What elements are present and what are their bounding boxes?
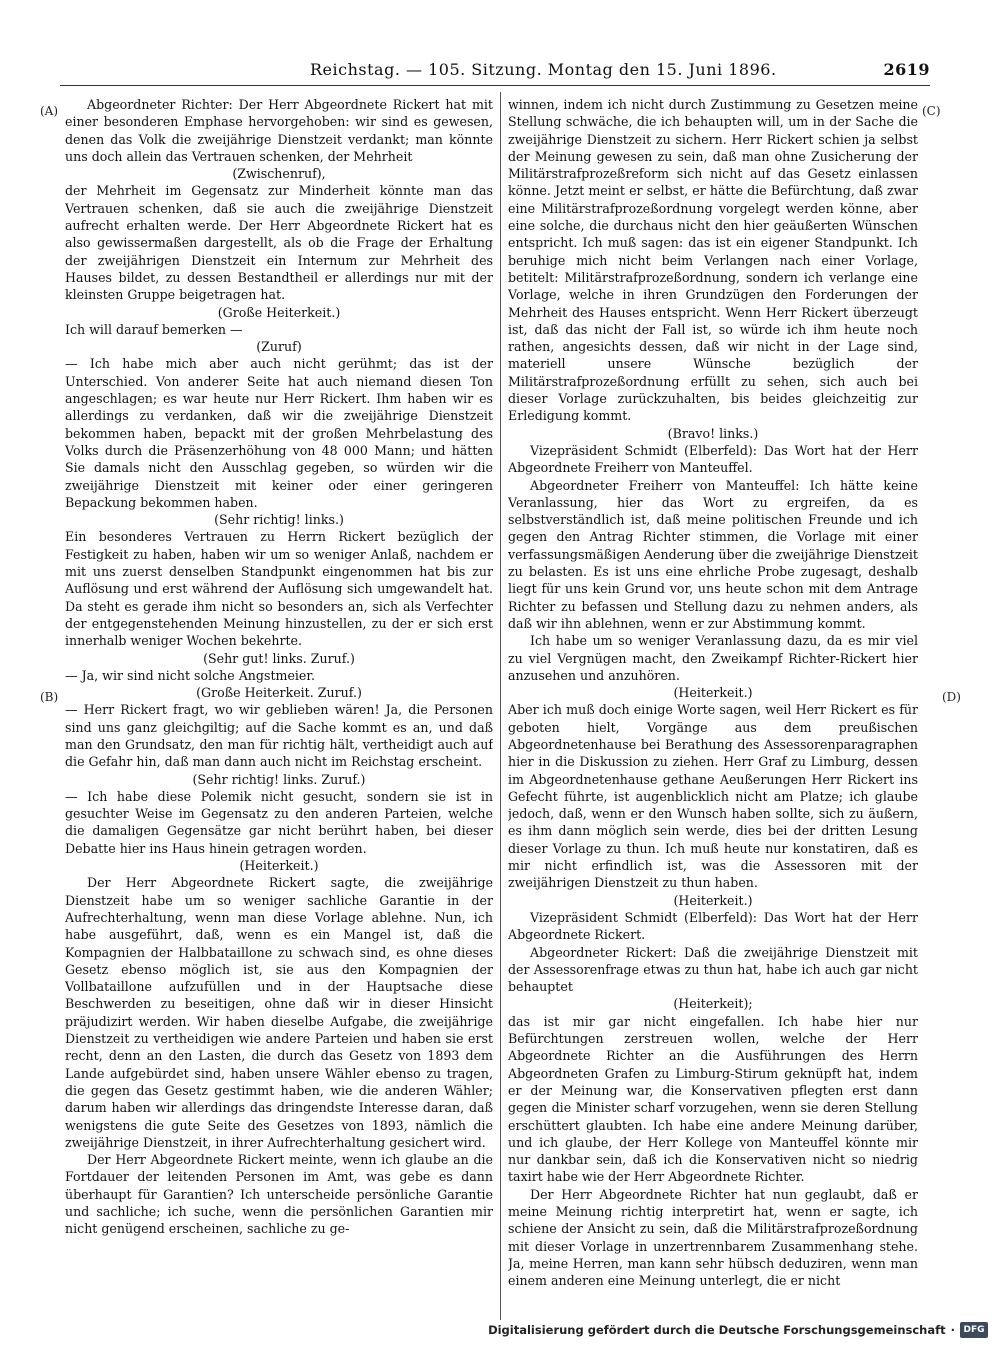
right-column: [508, 96, 918, 1318]
paragraph: Ich will darauf bemerken —: [65, 321, 243, 337]
interjection: (Große Heiterkeit. Zuruf.): [196, 685, 362, 701]
paragraph: Vizepräsident Schmidt (Elberfeld): Das Wort hat der Herr Abgeordnete Rickert.: [508, 909, 918, 943]
page-number: 2619: [883, 60, 930, 79]
footer-text: Digitalisierung gefördert durch die Deutsche Forschungsgemeinschaft: [488, 1323, 946, 1337]
dfg-logo: DFG: [960, 1322, 988, 1338]
interjection: (Zuruf): [256, 339, 302, 355]
paragraph: Ein besonderes Vertrauen zu Herrn Rickert bezüglich der Festigkeit zu haben, haben wir um so weniger Anlaß, nachdem er mit uns zuerst denselben Standpunkt eingenommen hat bis zur Auflösung und erst während der Auflösung sich umgewandelt hat. Da steht es gerade ihm nicht so besonders an, sich als Verfechter der entgegenstehenden Meinung hinzustellen, zu der er sich erst innerhalb weniger Wochen bekehrte.: [65, 529, 493, 649]
header-title: Reichstag. — 105. Sitzung. Montag den 15. Juni 1896.: [310, 60, 777, 79]
paragraph: Der Herr Abgeordnete Rickert sagte, die zweijährige Dienstzeit habe um so weniger sachliche Garantie in der Aufrechterhaltung, wenn man diese Vorlage ablehne. Nun, ich habe ausgeführt, daß, wenn es ein Mangel ist, daß die Kompagnien der Halbbataillone zu schwach sind, es ohne dieses Gesetz ebenso möglich ist, sie aus den Kompagnien der Vollbataillone aufzufüllen und in der Hauptsache diese Beschwerden zu beseitigen, ohne daß wir in dieser Hinsicht präjudizirt werden. Wir haben dieselbe Aufgabe, die zweijährige Dienstzeit zu vertheidigen wie andere Parteien und haben sie erst recht, denn an den Lasten, die durch das Gesetz von 1893 dem Lande aufgebürdet sind, haben unsere Wähler ebenso zu tragen, die gegen das Gesetz gestimmt haben, wie die anderen Wähler; darum haben wir allerdings das dringendste Interesse daran, daß wenigstens die gute Seite des Gesetzes von 1893, nämlich die zweijährige Dienstzeit, in ihrer Aufrechterhaltung gesichert wird.: [65, 875, 493, 1150]
interjection: (Zwischenruf),: [232, 166, 326, 182]
header-rule: [60, 85, 930, 86]
paragraph: — Herr Rickert fragt, wo wir geblieben wären! Ja, die Personen sind uns ganz gleichgiltig; auf die Sache kommt es an, und daß man den Grundsatz, den man für richtig hält, vertheidigt auch auf die Gefahr hin, daß man dann auch nicht im Reichstag erscheint.: [65, 702, 493, 770]
margin-mark-a: (A): [40, 104, 59, 118]
margin-mark-b: (B): [40, 690, 59, 704]
paragraph: Abgeordneter Freiherr von Manteuffel: Ich hätte keine Veranlassung, hier das Wort zu ergreifen, da es selbstverständlich ist, daß meine politischen Freunde und ich gegen den Antrag Richter stimmen, die Vorlage mit einer verfassungsmäßigen Aenderung über die zweijährige Dienstzeit zu belasten. Es ist uns eine ehrliche Probe zugesagt, deshalb liegt für uns kein Grund vor, uns heute schon mit dem Antrage Richter zu befassen und Stellung dazu zu nehmen anders, als daß wir ihn ablehnen, wenn er zur Abstimmung kommt.: [508, 477, 918, 631]
left-column: [65, 96, 493, 1318]
interjection: (Sehr richtig! links.): [214, 512, 344, 528]
interjection: (Sehr richtig! links. Zuruf.): [192, 771, 366, 787]
margin-mark-d: (D): [942, 690, 961, 704]
interjection: (Heiterkeit);: [673, 996, 753, 1012]
paragraph: — Ich habe diese Polemik nicht gesucht, sondern sie ist in gesuchter Weise im Gegensatz zu den anderen Parteien, welche die damaligen Gegensätze gar nicht berührt haben, bei dieser Debatte hier ins Haus hinein getragen worden.: [65, 788, 493, 856]
paragraph: das ist mir gar nicht eingefallen. Ich habe hier nur Befürchtungen zerstreuen wollen, welche der Herr Abgeordnete Richter an die Ausführungen des Herrn Abgeordneten Grafen zu Limburg-Stirum geknüpft hat, indem er der Meinung war, die Konservativen pflegten erst dann gegen die Minister scharf vorzugehen, wenn sie deren Stellung erschüttert glaubten. Ich habe eine andere Meinung darüber, und ich glaube, der Herr Kollege von Manteuffel könnte mir nur dankbar sein, daß ich die Konservativen nicht so niedrig taxirt habe wie der Herr Abgeordnete Richter.: [508, 1013, 918, 1185]
paragraph: Abgeordneter Rickert: Daß die zweijährige Dienstzeit mit der Assessorenfrage etwas zu thun hat, habe ich auch gar nicht behauptet: [508, 944, 918, 995]
paragraph: Abgeordneter Richter: Der Herr Abgeordnete Rickert hat mit einer besonderen Emphase hervorgehoben: wir sind es gewesen, denen das Volk die zweijährige Dienstzeit verdankt; man könnte uns doch allein das Vertrauen schenken, der Mehrheit: [65, 97, 493, 164]
paragraph: Aber ich muß doch einige Worte sagen, weil Herr Rickert es für geboten hielt, Vorgänge aus dem preußischen Abgeordnetenhause bei Berathung des Assessorenparagraphen hier in die Diskussion zu ziehen. Herr Graf zu Limburg, dessen im Abgeordnetenhause gethane Aeußerungen Herr Rickert ins Gefecht führte, ist augenblicklich nicht am Platze; ich glaube jedoch, daß, wenn er den Wunsch haben sollte, sich zu äußern, es ihm dann möglich sein werde, dies bei der dritten Lesung dieser Vorlage zu thun. Ich muß heute nur konstatiren, daß es mir nicht erfindlich ist, was die Assessoren mit der zweijährigen Dienstzeit zu thun haben.: [508, 702, 918, 891]
footer-separator: ·: [950, 1323, 955, 1337]
paragraph: Der Herr Abgeordnete Rickert meinte, wenn ich glaube an die Fortdauer der leitenden Personen im Amt, was gebe es dann überhaupt für Garantien? Ich unterscheide persönliche Garantie und sachliche; ich suche, wenn die persönlichen Garantien mir nicht genügend erscheinen, sachliche zu ge-: [65, 1152, 493, 1237]
margin-mark-c: (C): [922, 104, 941, 118]
paragraph: — Ich habe mich aber auch nicht gerühmt; das ist der Unterschied. Von anderer Seite hat auch niemand diesen Ton angeschlagen; es war heute nur Herr Rickert. Ihm haben wir es allerdings zu verdanken, daß wir die zweijährige Dienstzeit bekommen haben, bepackt mit der großen Mehrbelastung des Volks durch die Präsenzerhöhung von 48 000 Mann; und hätten Sie damals nicht den Ausschlag gegeben, so würden wir die zweijährige Dienstzeit mit keiner oder einer geringeren Bepackung bekommen haben.: [65, 356, 493, 510]
running-header: [60, 58, 930, 82]
interjection: (Heiterkeit.): [673, 685, 753, 701]
interjection: (Große Heiterkeit.): [217, 304, 341, 320]
column-divider: [500, 92, 501, 1320]
interjection: (Bravo! links.): [667, 425, 759, 441]
interjection: (Heiterkeit.): [239, 858, 319, 874]
paragraph: der Mehrheit im Gegensatz zur Minderheit könnte man das Vertrauen schenken, daß sie auch die zweijährige Dienstzeit aufrecht erhalten werde. Der Herr Abgeordnete Rickert hat es also gewissermaßen dargestellt, als ob die Frage der Erhaltung der zweijährigen Dienstzeit ein Internum zur Mehrheit des Hauses bildet, zu dessen Bestandtheil er allerdings nur mit der kleinsten Gruppe beigetragen hat.: [65, 183, 493, 303]
interjection: (Sehr gut! links. Zuruf.): [203, 650, 355, 666]
paragraph: Der Herr Abgeordnete Richter hat nun geglaubt, daß er meine Meinung richtig interpretirt hat, wenn er sagte, ich schiene der Ansicht zu sein, daß die Militärstrafprozeßordnung mit dieser Vorlage in unzertrennbarem Zusammenhang stehe. Ja, meine Herren, man kann sehr hübsch deduziren, wenn man einem anderen eine Meinung unterlegt, die er nicht: [508, 1186, 918, 1289]
paragraph: — Ja, wir sind nicht solche Angstmeier.: [65, 667, 316, 683]
footer: [488, 1319, 988, 1341]
paragraph: winnen, indem ich nicht durch Zustimmung zu Gesetzen meine Stellung schwäche, die ich behaupten will, um in der Sache die zweijährige Dienstzeit zu sichern. Herr Rickert schien ja selbst der Meinung gewesen zu sein, daß man ohne Zusicherung der Militärstrafprozeßreform sich nicht auf das Gesetz einlassen könne. Jetzt meint er selbst, er hätte die Befürchtung, daß zwar eine Militärstrafprozeßordnung vorgelegt werden könne, aber eine solche, die durchaus nicht den hier geäußerten Wünschen entspricht. Ich muß sagen: das ist ein eigener Standpunkt. Ich beruhige mich nicht beim Verlangen nach einer Vorlage, betitelt: Militärstrafprozeßordnung, sondern ich verlange eine Vorlage, welche in ihren Grundzügen den Forderungen der Mehrheit des Hauses entspricht. Wenn Herr Rickert überzeugt ist, daß das nicht der Fall ist, so würde ich ihm heute noch rathen, angesichts dessen, daß wir nicht in der Lage sind, materiell unsere Wünsche bezüglich der Militärstrafprozeßordnung erfüllt zu sehen, sich auch bei dieser Vorlage zurückzuhalten, bis beides gleichzeitig zur Erledigung kommt.: [508, 97, 918, 424]
paragraph: Ich habe um so weniger Veranlassung dazu, da es mir viel zu viel Vergnügen macht, den Zweikampf Richter-Rickert hier anzusehen und anzuhören.: [508, 633, 918, 683]
paragraph: Vizepräsident Schmidt (Elberfeld): Das Wort hat der Herr Abgeordnete Freiherr von Manteuffel.: [508, 442, 918, 476]
interjection: (Heiterkeit.): [673, 892, 753, 908]
